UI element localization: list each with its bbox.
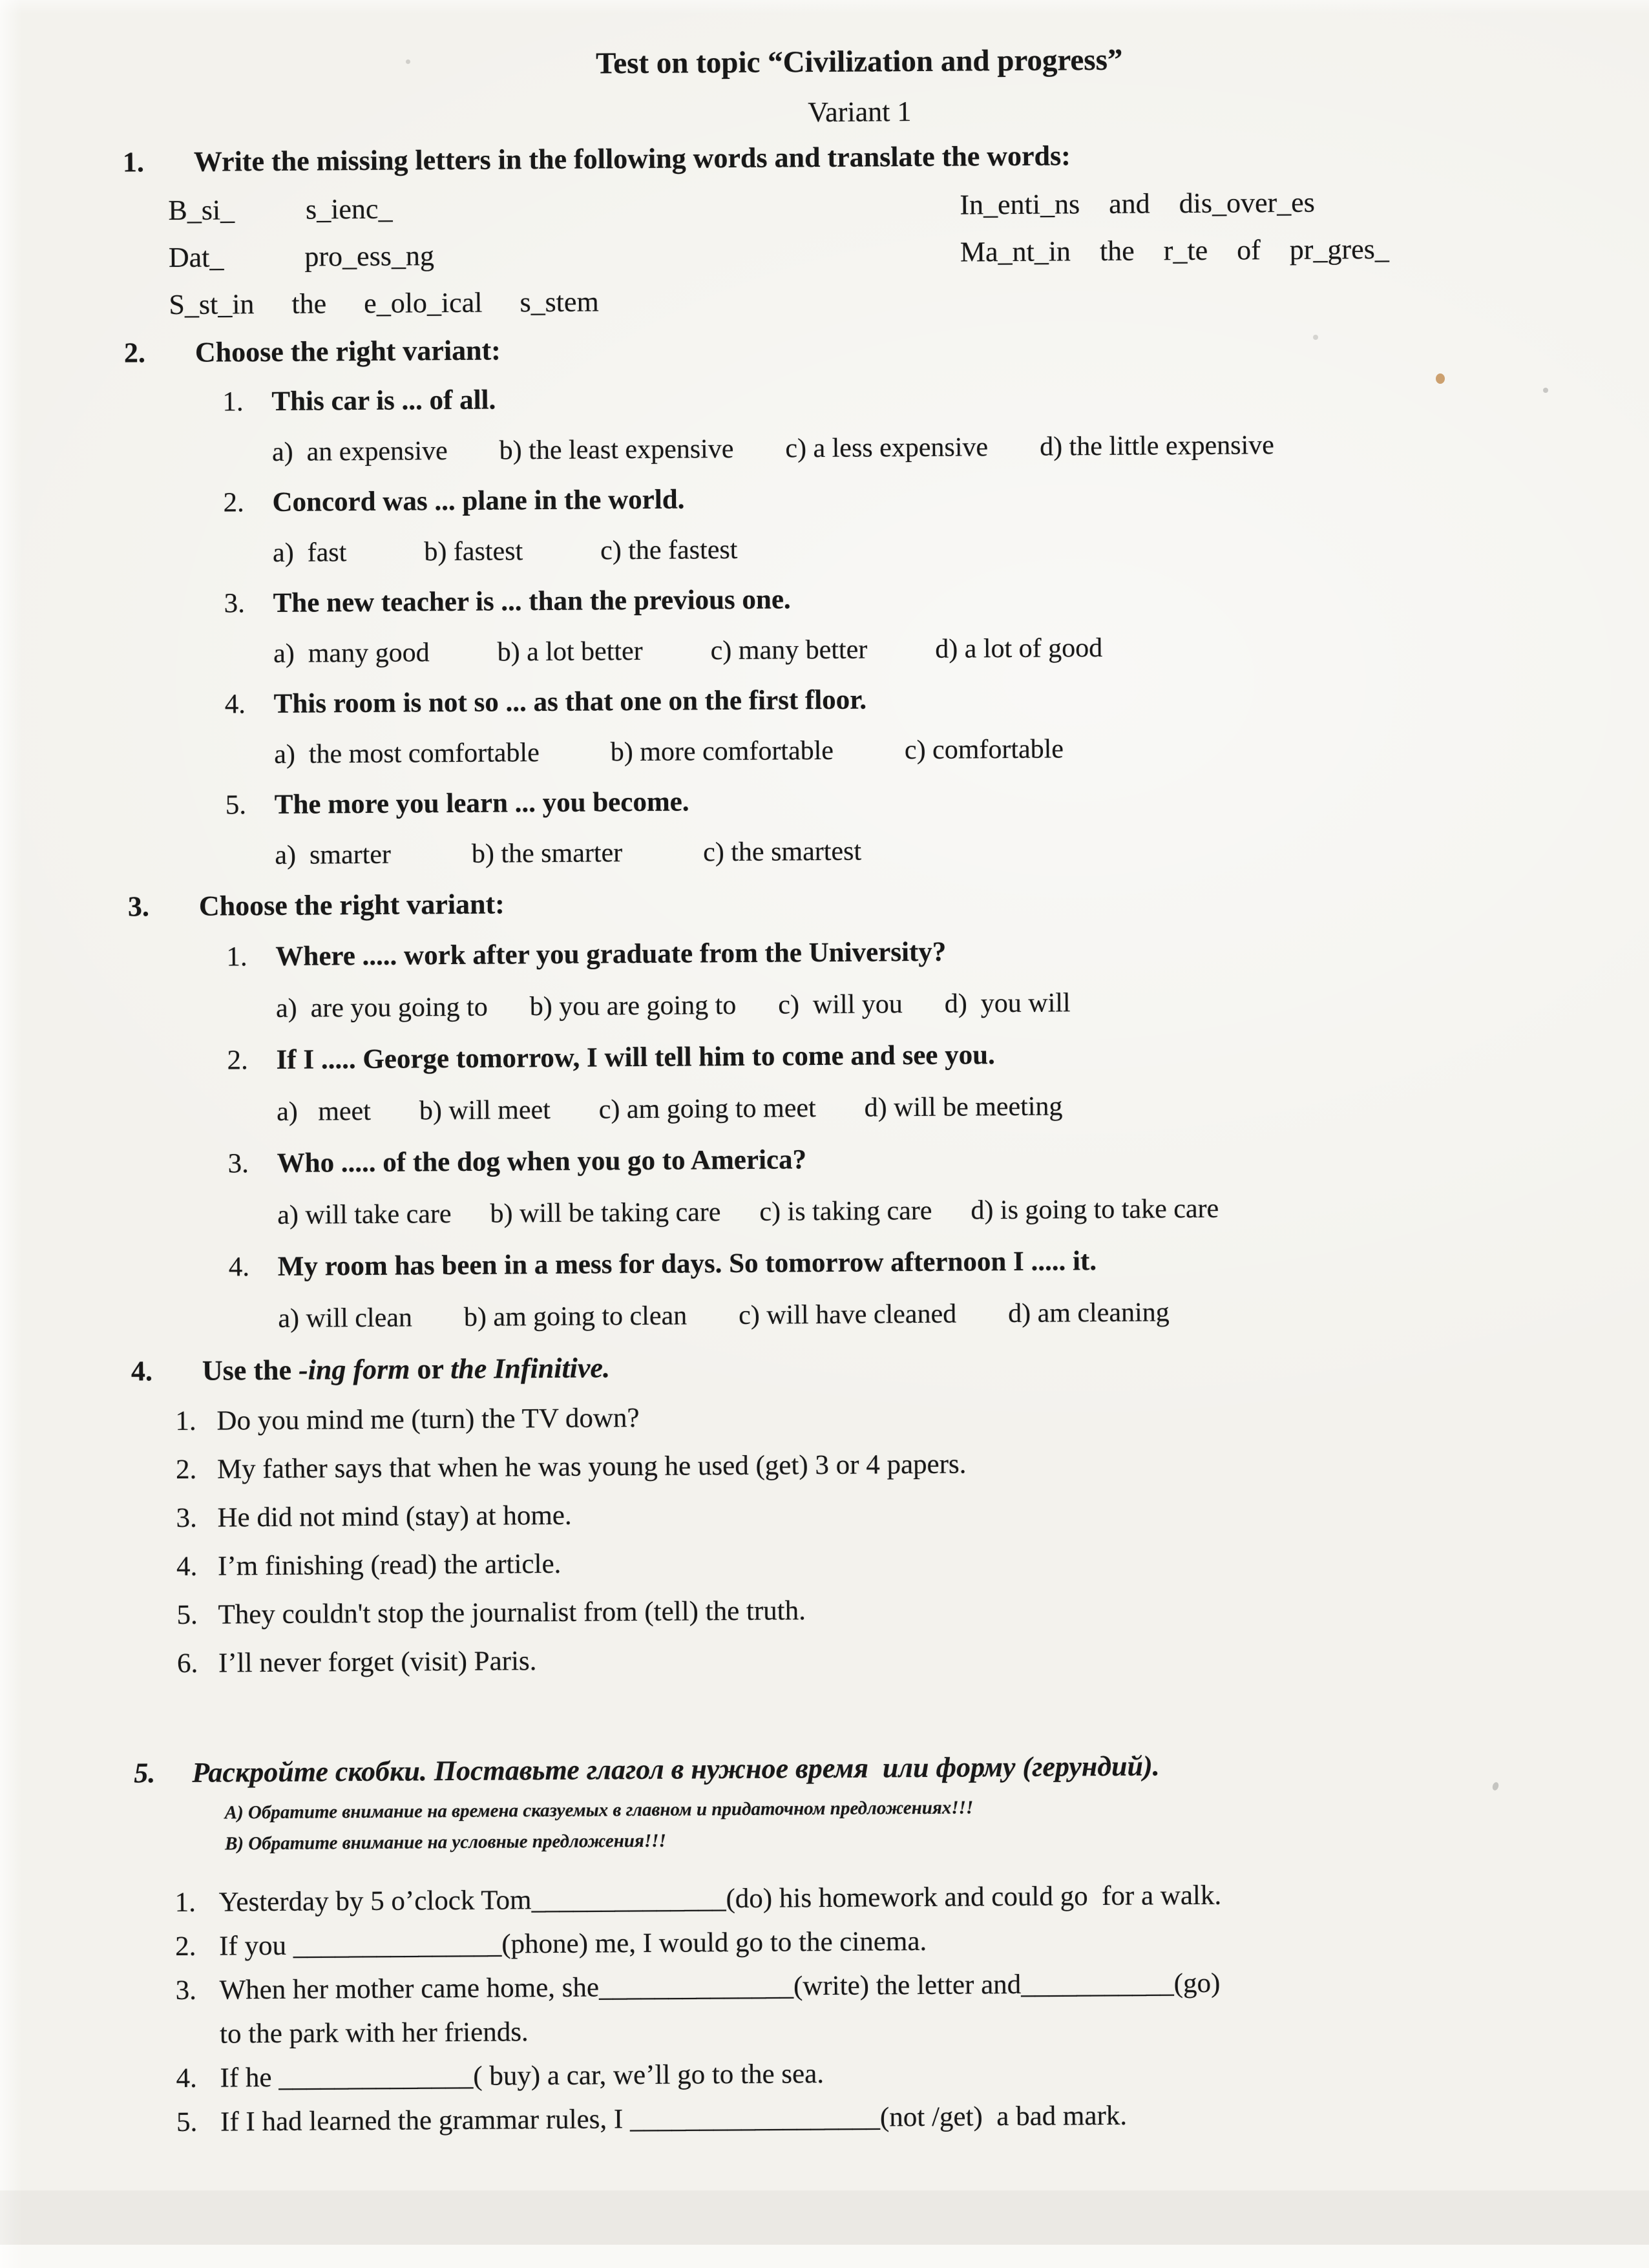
question-number: 1. <box>226 941 247 972</box>
option: c) is taking care <box>759 1195 932 1227</box>
note-a: А) Обратите внимание на времена сказуемых в главном и придаточном предложениях!!! <box>224 1797 974 1823</box>
question-number: 4. <box>228 1252 250 1283</box>
word: and <box>1108 187 1150 220</box>
question-row <box>229 1232 1649 1293</box>
option: b) will meet <box>419 1095 551 1126</box>
heading-segment-italic: the Infinitive. <box>450 1352 611 1385</box>
options-line <box>275 821 1647 881</box>
word: pro_ess_ng <box>304 240 435 273</box>
item-text: My father says that when he was young he used (get) 3 or 4 papers. <box>216 1449 967 1485</box>
doc-title: Test on topic “Civilization and progress” <box>596 43 1123 81</box>
item-text: Do you mind me (turn) the TV down? <box>216 1403 640 1436</box>
question-stem: The more you learn ... you become. <box>274 786 689 820</box>
item-text: I’m finishing (read) the article. <box>217 1548 562 1582</box>
item-text: When her mother came home, she______________(write) the letter and___________(go) <box>219 1968 1221 2006</box>
item-number: 5. <box>176 2106 198 2138</box>
item-text: I’ll never forget (visit) Paris. <box>218 1646 537 1679</box>
question-stem: Where ..... work after you graduate from the University? <box>275 936 947 972</box>
question-stem: This car is ... of all. <box>271 384 496 417</box>
question-stem: Who ..... of the dog when you go to America? <box>277 1144 807 1179</box>
section-5-number: 5. <box>134 1757 156 1789</box>
option: a) many good <box>273 638 430 669</box>
item-number: 2. <box>174 1931 196 1962</box>
item-number: 2. <box>175 1454 197 1486</box>
option: a) smarter <box>275 839 392 870</box>
section-4-number: 4. <box>131 1355 153 1387</box>
word: S_st_in <box>169 288 255 321</box>
word: s_ienc_ <box>305 193 393 226</box>
option: d) the little expensive <box>1039 430 1274 462</box>
option: a) will clean <box>278 1303 413 1334</box>
item-number: 1. <box>174 1887 196 1918</box>
item-text: He did not mind (stay) at home. <box>217 1500 572 1533</box>
option: c) am going to meet <box>598 1093 816 1125</box>
option: d) you will <box>944 988 1071 1019</box>
option: b) fastest <box>424 536 523 567</box>
question-number: 1. <box>222 386 244 417</box>
option: c) will you <box>778 989 903 1020</box>
section-4-heading <box>202 1342 611 1396</box>
option: d) a lot of good <box>935 633 1103 664</box>
word-list-right-column <box>960 176 1644 322</box>
section-3-heading: Choose the right variant: <box>198 888 505 922</box>
question-row <box>227 1025 1649 1086</box>
option: a) an expensive <box>271 436 448 467</box>
option: c) the fastest <box>600 534 738 566</box>
section-2-heading: Choose the right variant: <box>194 334 501 368</box>
question-stem: Concord was ... plane in the world. <box>272 484 685 518</box>
word: Dat_ <box>168 241 224 274</box>
options-line <box>278 1283 1649 1345</box>
item-text: If I had learned the grammar rules, I __________________(not /get) a bad mark. <box>220 2100 1128 2137</box>
option: c) the smartest <box>703 836 862 868</box>
note-b: В) Обратите внимание на условные предложения!!! <box>224 1830 666 1854</box>
word: s_stem <box>520 286 599 319</box>
options-line <box>272 417 1644 478</box>
option: c) comfortable <box>904 734 1064 766</box>
options-line <box>277 1076 1649 1138</box>
section-3-number: 3. <box>127 890 150 923</box>
question-number: 2. <box>227 1045 248 1076</box>
word: of <box>1236 234 1261 266</box>
item-number: 5. <box>176 1599 198 1631</box>
question-number: 4. <box>224 689 246 720</box>
options-line <box>274 720 1646 780</box>
option: b) the smarter <box>471 838 623 869</box>
option: d) is going to take care <box>971 1193 1219 1226</box>
variant-label: Variant 1 <box>808 96 912 129</box>
word: B_si_ <box>168 194 235 227</box>
option: b) a lot better <box>497 636 643 667</box>
options-line <box>276 973 1649 1034</box>
section-1-heading: Write the missing letters in the following words and translate the words: <box>193 140 1071 178</box>
option: b) more comfortable <box>610 735 834 768</box>
section-5-heading: Раскройте скобки. Поставьте глагол в нужное время или форму (герундий). <box>192 1750 1160 1789</box>
question-number: 5. <box>225 790 247 821</box>
word: the <box>1099 235 1135 267</box>
exercise-item <box>177 1629 1649 1688</box>
option: a) the most comfortable <box>274 738 540 770</box>
heading-segment: or <box>410 1353 451 1385</box>
word-list <box>168 176 1643 328</box>
scan-bottom-band <box>0 2190 1649 2245</box>
word-row <box>168 182 960 235</box>
options-line <box>273 619 1646 679</box>
question-stem: If I ..... George tomorrow, I will tell him to come and see you. <box>276 1040 995 1075</box>
item-number: 4. <box>176 1551 198 1582</box>
word: pr_gres_ <box>1289 233 1389 266</box>
item-number: 6. <box>176 1648 198 1679</box>
word-row <box>960 176 1643 228</box>
word: the <box>291 288 327 320</box>
word-list-left-column <box>168 182 960 329</box>
question-stem: My room has been in a mess for days. So tomorrow afternoon I ..... it. <box>277 1246 1097 1282</box>
options-line <box>277 1180 1649 1241</box>
word-row <box>169 229 960 282</box>
question-row <box>226 921 1648 983</box>
word: r_te <box>1163 234 1208 267</box>
item-number: 3. <box>176 1502 197 1534</box>
item-text: They couldn't stop the journalist from (tell) the truth. <box>218 1595 806 1630</box>
option: d) will be meeting <box>864 1091 1063 1123</box>
section-1-number: 1. <box>122 146 145 178</box>
item-text: If he ______________( buy) a car, we’ll go to the sea. <box>220 2059 824 2094</box>
item-text: If you _______________(phone) me, I would go to the cinema. <box>218 1926 927 1962</box>
word-row <box>960 224 1643 275</box>
option: b) the least expensive <box>499 434 734 466</box>
question-number: 3. <box>224 588 246 619</box>
word: dis_over_es <box>1179 186 1315 220</box>
question-number: 3. <box>227 1148 249 1179</box>
option: a) will take care <box>277 1199 452 1230</box>
word: Ma_nt_in <box>960 235 1071 268</box>
option: a) are you going to <box>275 992 488 1024</box>
scan-bottom-strip <box>0 2245 1649 2268</box>
options-line <box>273 518 1645 578</box>
fill-item-continuation: to the park with her friends. <box>219 2017 529 2050</box>
question-stem: The new teacher is ... than the previous one. <box>273 584 791 618</box>
option: c) many better <box>710 635 868 666</box>
heading-segment: Use the <box>202 1354 299 1387</box>
word-row <box>169 276 960 329</box>
section-5-notes <box>225 1787 1649 1858</box>
section-2-number: 2. <box>123 337 146 369</box>
option: a) fast <box>272 538 347 568</box>
option: b) you are going to <box>529 990 737 1022</box>
option: c) will have cleaned <box>738 1299 957 1330</box>
word: In_enti_ns <box>960 188 1080 221</box>
item-number: 1. <box>175 1405 196 1437</box>
option: a) meet <box>276 1096 372 1127</box>
option: b) am going to clean <box>463 1301 688 1332</box>
item-number: 4. <box>176 2063 197 2094</box>
option: c) a less expensive <box>785 432 989 464</box>
question-number: 2. <box>223 487 244 518</box>
question-row <box>227 1128 1649 1190</box>
heading-segment-italic: -ing form <box>298 1353 410 1386</box>
word: e_olo_ical <box>364 286 483 319</box>
option: b) will be taking care <box>490 1197 721 1229</box>
item-number: 3. <box>175 1975 197 2006</box>
fill-in-items <box>5 1871 1649 2146</box>
question-stem: This room is not so ... as that one on the first floor. <box>273 684 867 719</box>
item-text: Yesterday by 5 o’clock Tom______________(do) his homework and could go for a walk. <box>218 1880 1222 1918</box>
option: d) am cleaning <box>1007 1297 1170 1329</box>
